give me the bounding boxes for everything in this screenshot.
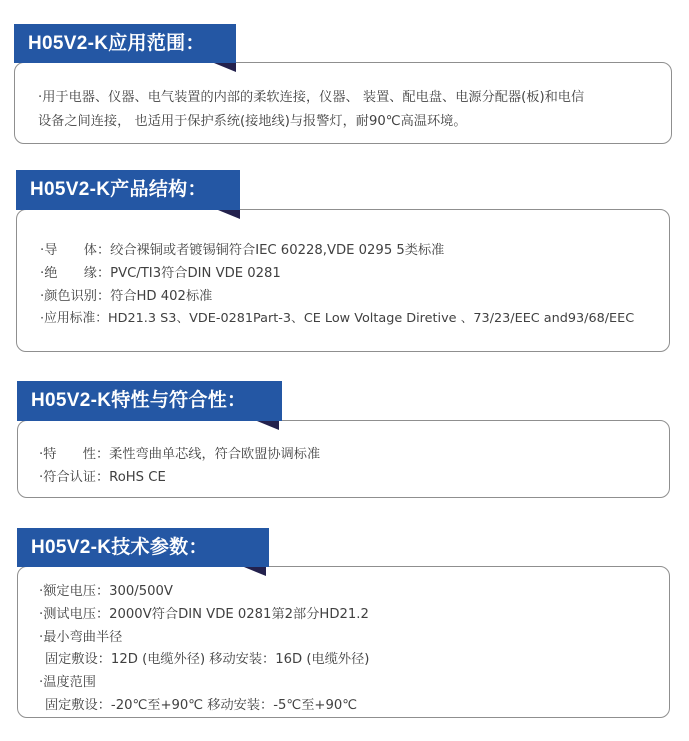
text-line: 固定敷设：12D (电缆外径) 移动安装：16D (电缆外径) [45, 652, 370, 667]
title-notch-decoration [257, 421, 279, 430]
text-line: 固定敷设：-20℃至+90℃ 移动安装：-5℃至+90℃ [45, 698, 358, 713]
text-line: ·应用标准：HD21.3 S3、VDE-0281Part-3、CE Low Voltage Diretive 、73/23/EEC and93/68/EEC [40, 311, 635, 326]
section-title: H05V2-K应用范围： [14, 24, 236, 63]
text-line: ·温度范围 [39, 675, 96, 690]
section-title: H05V2-K产品结构： [16, 170, 240, 210]
title-notch-decoration [218, 210, 240, 219]
text-line: ·特 性：柔性弯曲单芯线，符合欧盟协调标准 [39, 447, 321, 462]
section-title: H05V2-K技术参数： [17, 528, 269, 567]
text-line: ·绝 缘：PVC/TI3符合DIN VDE 0281 [40, 266, 281, 281]
text-line: ·颜色识别：符合HD 402标准 [40, 289, 213, 304]
text-line: ·测试电压：2000V符合DIN VDE 0281第2部分HD21.2 [39, 607, 369, 622]
text-line: ·最小弯曲半径 [39, 630, 123, 645]
text-line: ·符合认证：RoHS CE [39, 470, 166, 485]
text-line: ·导 体：绞合裸铜或者镀锡铜符合IEC 60228,VDE 0295 5类标准 [40, 243, 445, 258]
text-line: ·用于电器、仪器、电气装置的内部的柔软连接，仪器、 装置、配电盘、电源分配器(板)和电信 [38, 90, 585, 105]
text-line: 设备之间连接， 也适用于保护系统(接地线)与报警灯，耐90℃高温环境。 [38, 114, 467, 129]
text-line: ·额定电压：300/500V [39, 584, 173, 599]
section-title: H05V2-K特性与符合性： [17, 381, 282, 421]
title-notch-decoration [244, 567, 266, 576]
title-notch-decoration [214, 63, 236, 72]
